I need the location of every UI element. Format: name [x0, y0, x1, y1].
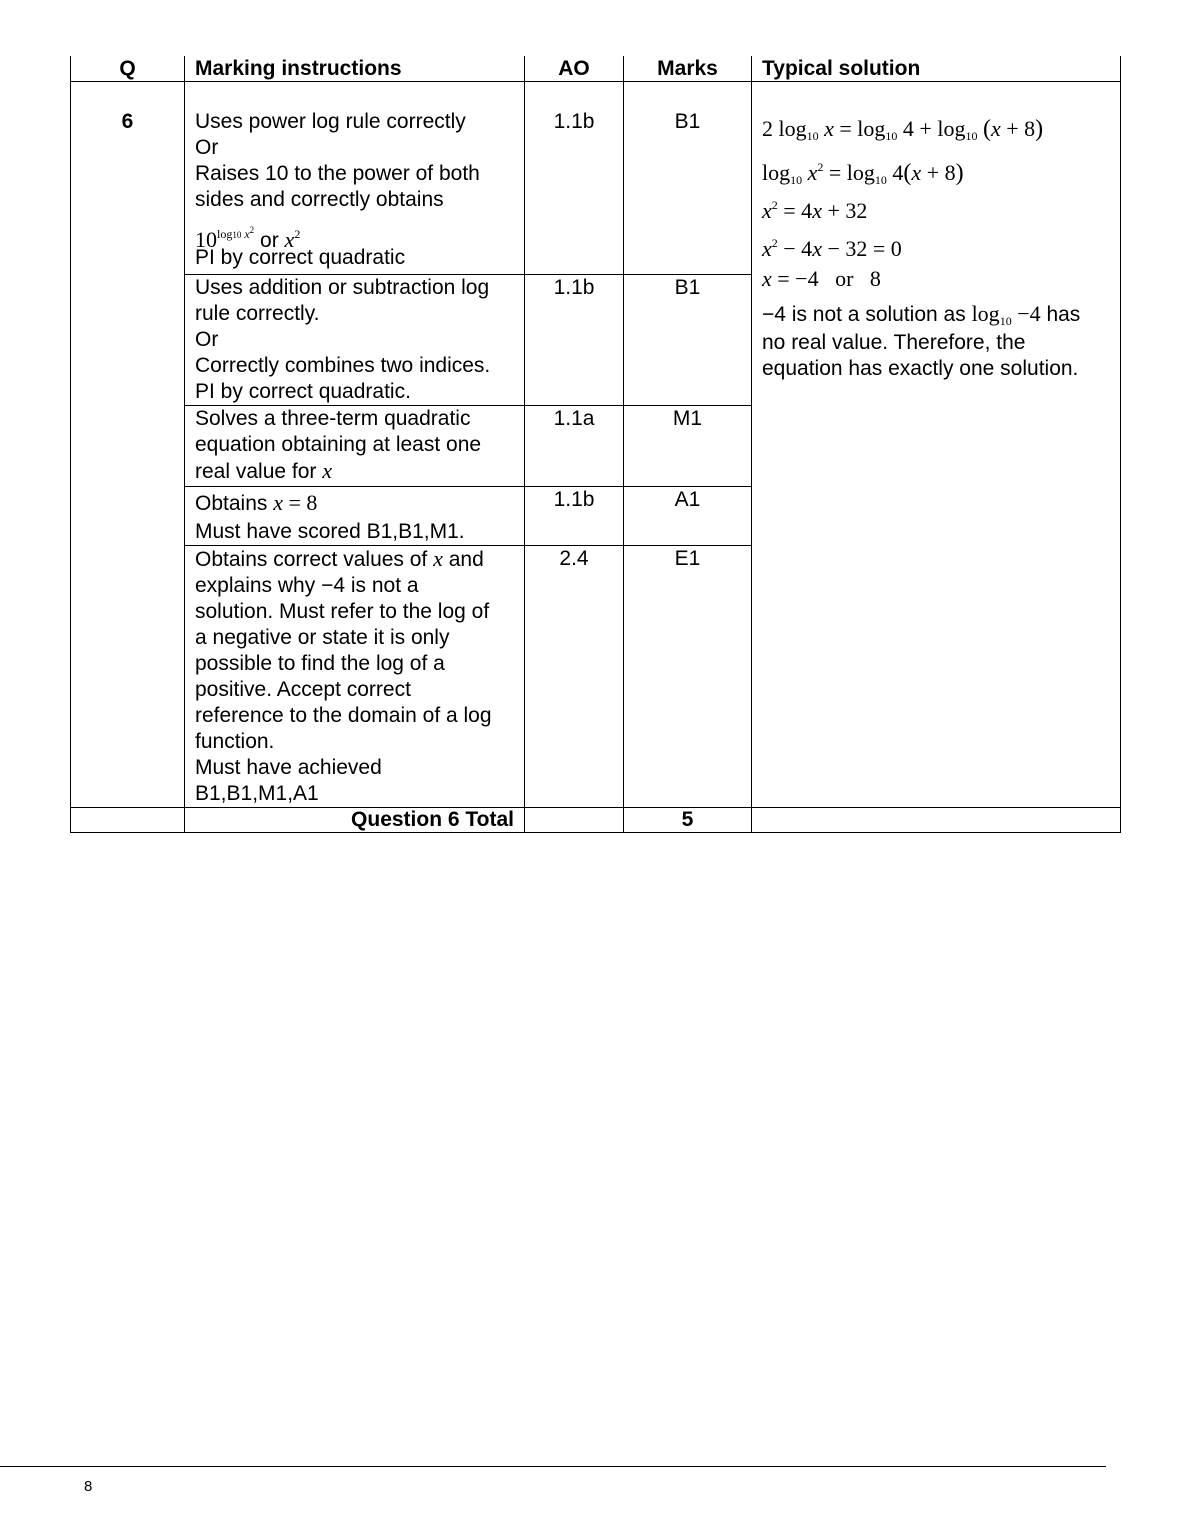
instruction-line: positive. Accept correct — [195, 678, 411, 701]
empty-cell — [752, 808, 1121, 833]
mark-scheme-table — [70, 56, 1121, 833]
explanation-line: −4 is not a solution as $\log_{10} -4$ has — [762, 301, 1081, 328]
total-row — [71, 808, 1121, 833]
header-q: Q — [71, 56, 185, 82]
instruction-line: possible to find the log of a — [195, 652, 445, 675]
marking-instruction-cell — [185, 546, 525, 808]
or-word: or — [835, 266, 854, 291]
instruction-line: real value for x — [195, 458, 333, 483]
header-typical-solution: Typical solution — [752, 56, 1121, 82]
instruction-line: Or — [195, 136, 219, 159]
instruction-line: solution. Must refer to the log of — [195, 600, 490, 623]
mark-cell: A1 — [624, 487, 752, 546]
marking-instruction-cell — [185, 82, 525, 275]
mark-scheme-sheet — [70, 56, 1120, 833]
instruction-line: equation obtaining at least one — [195, 433, 482, 456]
math-expression: x = 8 — [273, 490, 318, 515]
instruction-line: function. — [195, 730, 275, 753]
question-total-marks: 5 — [624, 808, 752, 833]
instruction-line: PI by correct quadratic. — [195, 380, 411, 403]
ao-cell: 1.1b — [525, 275, 624, 406]
solution-step: $\log_{10} x^2 = \log_{10} 4(x + 8)$ — [762, 160, 964, 187]
instruction-text: and — [448, 548, 484, 571]
typical-solution-cell — [752, 82, 1121, 808]
instruction-line: Correctly combines two indices. — [195, 354, 491, 377]
mark-cell: B1 — [624, 82, 752, 275]
question-total-label: Question 6 Total — [185, 808, 525, 833]
instruction-line: Or — [195, 328, 219, 351]
math-line — [195, 213, 514, 252]
instruction-line: Uses power log rule correctly — [195, 110, 466, 133]
marking-instruction-cell — [185, 406, 525, 487]
instruction-text: explains why — [195, 574, 316, 597]
solution-explanation — [762, 298, 1110, 382]
table-row — [71, 82, 1121, 275]
question-number: 6 — [71, 82, 185, 808]
instruction-line: sides and correctly obtains — [195, 188, 444, 211]
ao-cell: 2.4 — [525, 546, 624, 808]
instruction-line — [195, 487, 514, 519]
empty-cell — [71, 808, 185, 833]
instruction-line: a negative or state it is only — [195, 626, 450, 649]
mark-cell: E1 — [624, 546, 752, 808]
header-marks: Marks — [624, 56, 752, 82]
instruction-line: Raises 10 to the power of both — [195, 162, 480, 185]
instruction-line: PI by correct quadratic — [195, 246, 406, 269]
instruction-line: Must have achieved — [195, 756, 382, 779]
solution-step: $x^2 = 4x + 32$ — [762, 198, 868, 223]
or-label: or — [260, 229, 279, 252]
ao-cell: 1.1a — [525, 406, 624, 487]
math-expression: $x^2$ — [284, 227, 301, 252]
instruction-text: 4 is not a — [333, 574, 419, 597]
empty-cell — [525, 808, 624, 833]
instruction-line: Uses addition or subtraction log — [195, 276, 490, 299]
solution-step: x = −4 or 8 — [762, 266, 881, 291]
explanation-suffix: has — [1046, 303, 1081, 326]
mark-cell: M1 — [624, 406, 752, 487]
marking-instruction-cell — [185, 487, 525, 546]
solution-step: 2 $\log_{10} x = \log_{10} 4 + \log_{10} (x + 8)$ — [762, 116, 1044, 143]
instruction-line: rule correctly. — [195, 302, 320, 325]
instruction-line: Obtains correct values of x and — [195, 546, 484, 571]
footer-rule — [0, 1466, 1106, 1467]
explanation-line: no real value. Therefore, the — [762, 331, 1026, 354]
instruction-text: Obtains — [195, 492, 268, 515]
instruction-line: reference to the domain of a log — [195, 704, 492, 727]
instruction-line: Solves a three-term quadratic — [195, 407, 471, 430]
page-number: 8 — [84, 1478, 93, 1495]
header-marking-instructions: Marking instructions — [185, 56, 525, 82]
table-header-row — [71, 56, 1121, 82]
instruction-line: Must have scored B1,B1,M1. — [195, 520, 465, 543]
math-expression: $\log_{10} -4$ — [971, 301, 1041, 328]
ao-cell: 1.1b — [525, 82, 624, 275]
marking-instruction-cell — [185, 275, 525, 406]
solution-step: $x^2 - 4x - 32 = 0$ — [762, 236, 902, 261]
math-expression: $10^{log10 x^2}$ — [195, 225, 255, 252]
instruction-line: B1,B1,M1,A1 — [195, 782, 319, 805]
instruction-line: explains why −4 is not a — [195, 574, 419, 597]
instruction-text: Obtains correct values of — [195, 548, 428, 571]
explanation-prefix: 4 is not a solution as — [774, 303, 966, 326]
header-ao: AO — [525, 56, 624, 82]
ao-cell: 1.1b — [525, 487, 624, 546]
explanation-line: equation has exactly one solution. — [762, 357, 1079, 380]
mark-cell: B1 — [624, 275, 752, 406]
instruction-text: real value for — [195, 460, 317, 483]
